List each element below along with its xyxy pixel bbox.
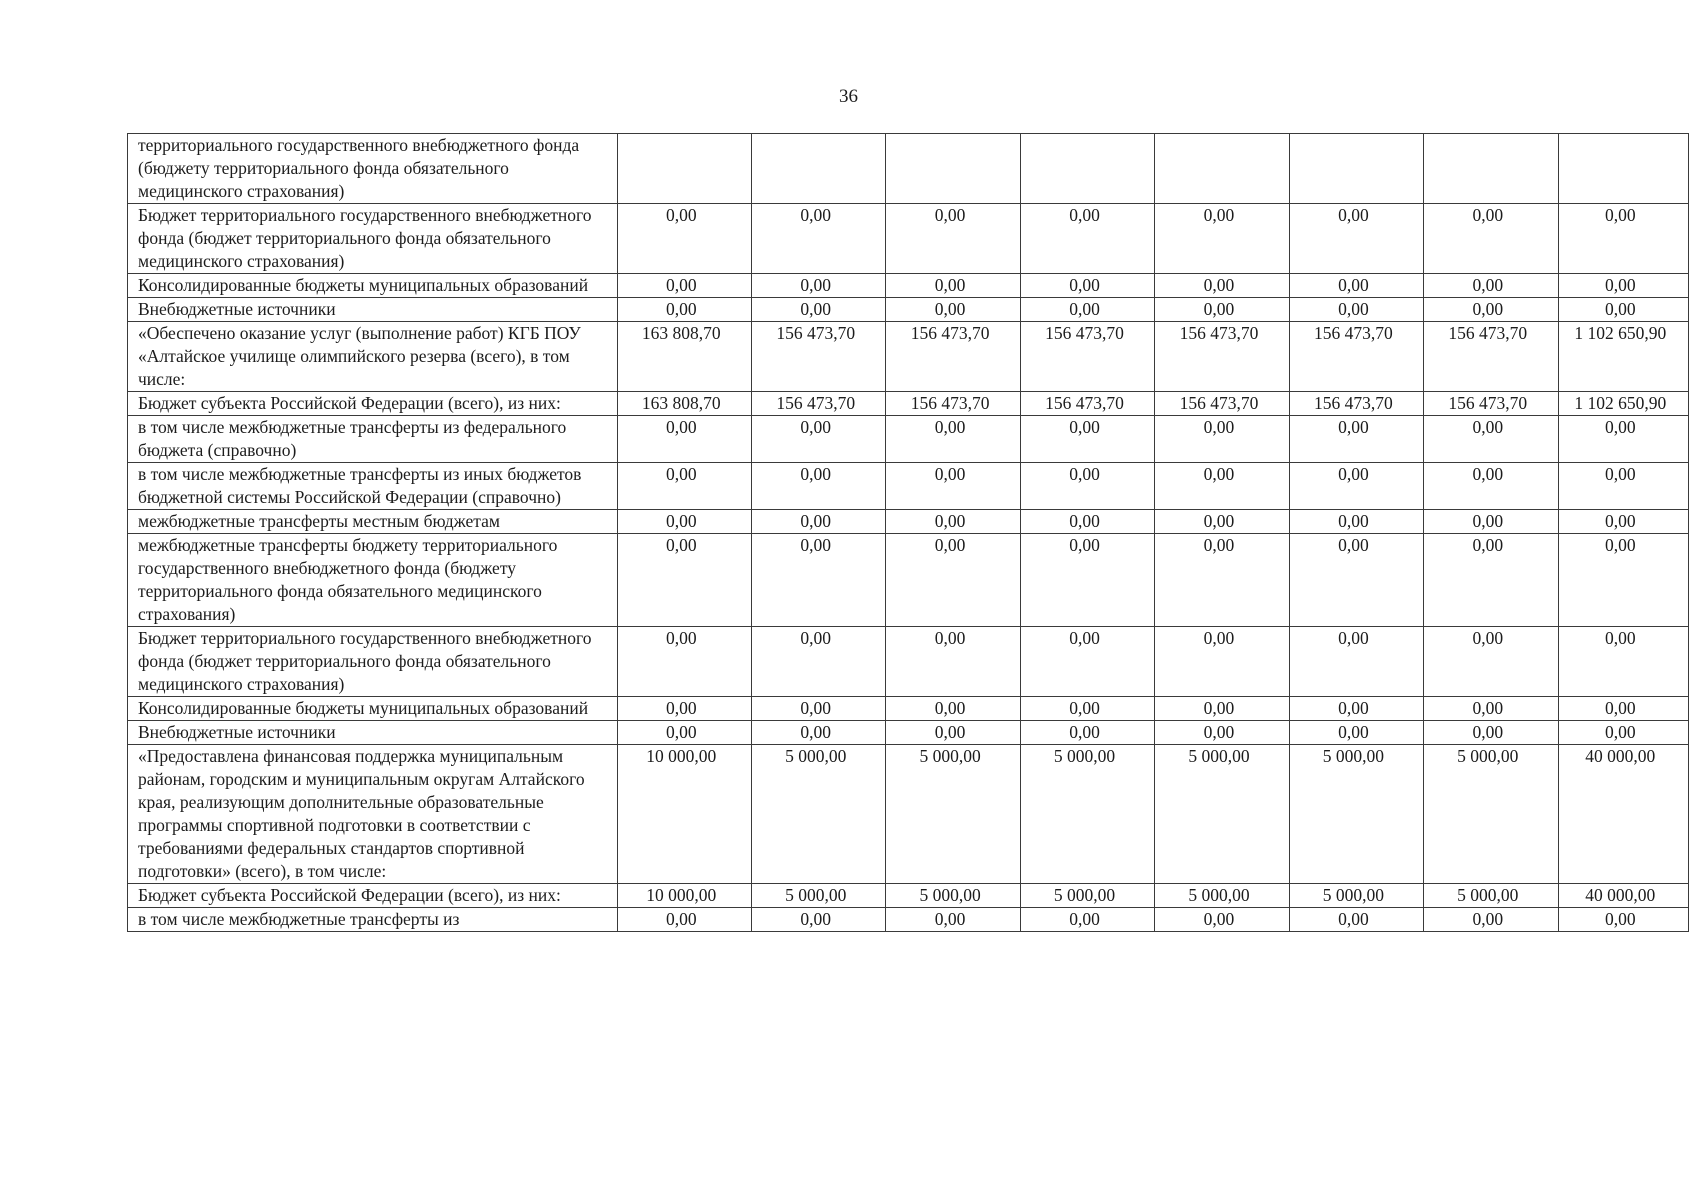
value-cell: 0,00 [1289,416,1423,463]
value-cell: 0,00 [1020,534,1154,627]
value-cell: 0,00 [1289,463,1423,510]
value-cell: 0,00 [1020,908,1154,932]
value-cell: 0,00 [886,463,1020,510]
value-cell: 0,00 [751,463,885,510]
value-cell: 0,00 [1020,627,1154,697]
value-cell: 0,00 [751,298,885,322]
value-cell: 5 000,00 [1020,884,1154,908]
value-cell: 5 000,00 [886,884,1020,908]
value-cell: 5 000,00 [1289,745,1423,884]
value-cell: 5 000,00 [751,884,885,908]
table-row [128,134,1689,204]
value-cell: 0,00 [1289,721,1423,745]
value-cell: 5 000,00 [1424,884,1558,908]
row-label: Внебюджетные источники [128,721,618,745]
row-label: Консолидированные бюджеты муниципальных образований [128,274,618,298]
value-cell: 0,00 [1155,627,1289,697]
value-cell: 0,00 [1289,274,1423,298]
value-cell: 0,00 [886,510,1020,534]
value-cell: 0,00 [617,627,751,697]
value-cell: 10 000,00 [617,884,751,908]
value-cell: 0,00 [1020,298,1154,322]
page-number: 36 [839,86,858,107]
value-cell: 5 000,00 [1424,745,1558,884]
table-row [128,721,1689,745]
value-cell: 0,00 [1558,697,1688,721]
value-cell: 156 473,70 [886,392,1020,416]
value-cell: 0,00 [1424,908,1558,932]
value-cell [1424,134,1558,204]
value-cell: 0,00 [617,510,751,534]
table-row [128,298,1689,322]
value-cell: 0,00 [1558,463,1688,510]
value-cell: 0,00 [886,274,1020,298]
value-cell: 0,00 [1155,274,1289,298]
value-cell: 0,00 [1424,298,1558,322]
value-cell: 0,00 [886,298,1020,322]
value-cell: 0,00 [1558,534,1688,627]
value-cell: 0,00 [1155,534,1289,627]
value-cell: 0,00 [1424,534,1558,627]
value-cell: 156 473,70 [751,392,885,416]
row-label: Консолидированные бюджеты муниципальных образований [128,697,618,721]
table-row [128,322,1689,392]
value-cell: 0,00 [617,697,751,721]
value-cell: 5 000,00 [1155,745,1289,884]
value-cell: 0,00 [1155,298,1289,322]
value-cell [1558,134,1688,204]
value-cell: 0,00 [1155,908,1289,932]
value-cell: 0,00 [617,416,751,463]
value-cell: 0,00 [617,204,751,274]
table-row [128,908,1689,932]
value-cell: 156 473,70 [1424,392,1558,416]
row-label: Внебюджетные источники [128,298,618,322]
value-cell: 156 473,70 [1155,392,1289,416]
value-cell: 0,00 [1020,721,1154,745]
value-cell: 5 000,00 [751,745,885,884]
value-cell: 0,00 [1424,274,1558,298]
value-cell: 0,00 [886,204,1020,274]
value-cell: 0,00 [886,908,1020,932]
table-row [128,884,1689,908]
table-row [128,745,1689,884]
table-row [128,204,1689,274]
value-cell: 10 000,00 [617,745,751,884]
value-cell: 0,00 [1020,204,1154,274]
value-cell: 0,00 [617,298,751,322]
value-cell: 0,00 [751,627,885,697]
value-cell: 156 473,70 [1424,322,1558,392]
value-cell: 0,00 [1558,908,1688,932]
table-row [128,392,1689,416]
value-cell: 0,00 [1558,274,1688,298]
row-label: «Предоставлена финансовая поддержка муниципальным районам, городским и муниципальным округам Алтайского края, реализующим дополнительные образовательные программы спортивной подготовки в соответствии с требованиями федеральных стандартов спортивной подготовки» (всего), в том числе: [128,745,618,884]
row-label: Бюджет субъекта Российской Федерации (всего), из них: [128,392,618,416]
value-cell: 0,00 [1020,416,1154,463]
value-cell: 0,00 [1020,697,1154,721]
value-cell: 0,00 [1558,298,1688,322]
table-row [128,416,1689,463]
table-body [128,134,1689,932]
value-cell: 40 000,00 [1558,745,1688,884]
value-cell: 0,00 [886,416,1020,463]
value-cell: 0,00 [751,416,885,463]
value-cell: 0,00 [1558,416,1688,463]
value-cell [617,134,751,204]
value-cell: 1 102 650,90 [1558,322,1688,392]
value-cell: 0,00 [1289,298,1423,322]
value-cell: 5 000,00 [1155,884,1289,908]
value-cell: 163 808,70 [617,392,751,416]
value-cell: 0,00 [751,204,885,274]
value-cell: 0,00 [1155,721,1289,745]
value-cell: 5 000,00 [1020,745,1154,884]
table-row [128,697,1689,721]
value-cell: 163 808,70 [617,322,751,392]
value-cell: 0,00 [751,534,885,627]
value-cell: 0,00 [886,721,1020,745]
value-cell: 0,00 [617,534,751,627]
value-cell: 0,00 [1558,510,1688,534]
value-cell: 156 473,70 [1020,322,1154,392]
value-cell: 0,00 [1424,721,1558,745]
value-cell: 0,00 [1558,721,1688,745]
value-cell: 0,00 [1155,204,1289,274]
row-label: Бюджет территориального государственного внебюджетного фонда (бюджет территориального фонда обязательного медицинского страхования) [128,204,618,274]
value-cell [1289,134,1423,204]
value-cell: 0,00 [1020,274,1154,298]
value-cell: 0,00 [1558,627,1688,697]
value-cell [751,134,885,204]
value-cell: 40 000,00 [1558,884,1688,908]
value-cell: 0,00 [751,721,885,745]
budget-table [127,133,1689,932]
row-label: Бюджет субъекта Российской Федерации (всего), из них: [128,884,618,908]
value-cell: 0,00 [1424,204,1558,274]
value-cell: 0,00 [1020,463,1154,510]
value-cell: 0,00 [617,463,751,510]
value-cell: 0,00 [1020,510,1154,534]
value-cell: 0,00 [886,697,1020,721]
table-row [128,627,1689,697]
value-cell: 0,00 [1289,534,1423,627]
value-cell: 156 473,70 [886,322,1020,392]
value-cell: 0,00 [751,274,885,298]
row-label: в том числе межбюджетные трансферты из иных бюджетов бюджетной системы Российской Федерации (справочно) [128,463,618,510]
value-cell: 0,00 [1155,510,1289,534]
table-row [128,274,1689,298]
value-cell [1020,134,1154,204]
value-cell: 0,00 [886,627,1020,697]
row-label: межбюджетные трансферты местным бюджетам [128,510,618,534]
value-cell: 0,00 [617,274,751,298]
value-cell: 0,00 [1424,463,1558,510]
value-cell: 0,00 [1289,510,1423,534]
value-cell [1155,134,1289,204]
value-cell: 156 473,70 [751,322,885,392]
row-label: Бюджет территориального государственного внебюджетного фонда (бюджет территориального фонда обязательного медицинского страхования) [128,627,618,697]
value-cell: 0,00 [1155,697,1289,721]
value-cell: 1 102 650,90 [1558,392,1688,416]
row-label: «Обеспечено оказание услуг (выполнение работ) КГБ ПОУ «Алтайское училище олимпийского резерва (всего), в том числе: [128,322,618,392]
value-cell: 0,00 [1424,697,1558,721]
table-row [128,534,1689,627]
value-cell: 0,00 [1424,627,1558,697]
value-cell: 0,00 [1155,463,1289,510]
value-cell: 0,00 [1424,416,1558,463]
value-cell: 156 473,70 [1155,322,1289,392]
row-label: межбюджетные трансферты бюджету территориального государственного внебюджетного фонда (бюджету территориального фонда обязательного медицинского страхования) [128,534,618,627]
value-cell: 5 000,00 [1289,884,1423,908]
table-row [128,463,1689,510]
row-label: в том числе межбюджетные трансферты из федерального бюджета (справочно) [128,416,618,463]
value-cell: 156 473,70 [1289,322,1423,392]
row-label: территориального государственного внебюджетного фонда (бюджету территориального фонда обязательного медицинского страхования) [128,134,618,204]
value-cell: 0,00 [1558,204,1688,274]
value-cell: 156 473,70 [1289,392,1423,416]
value-cell: 0,00 [617,721,751,745]
value-cell: 0,00 [751,697,885,721]
value-cell: 0,00 [1289,627,1423,697]
value-cell: 0,00 [751,908,885,932]
value-cell: 0,00 [617,908,751,932]
value-cell: 0,00 [1424,510,1558,534]
value-cell: 0,00 [1155,416,1289,463]
value-cell: 5 000,00 [886,745,1020,884]
value-cell [886,134,1020,204]
value-cell: 0,00 [1289,908,1423,932]
value-cell: 0,00 [1289,204,1423,274]
value-cell: 0,00 [751,510,885,534]
row-label: в том числе межбюджетные трансферты из [128,908,618,932]
table-row [128,510,1689,534]
value-cell: 0,00 [886,534,1020,627]
value-cell: 156 473,70 [1020,392,1154,416]
value-cell: 0,00 [1289,697,1423,721]
